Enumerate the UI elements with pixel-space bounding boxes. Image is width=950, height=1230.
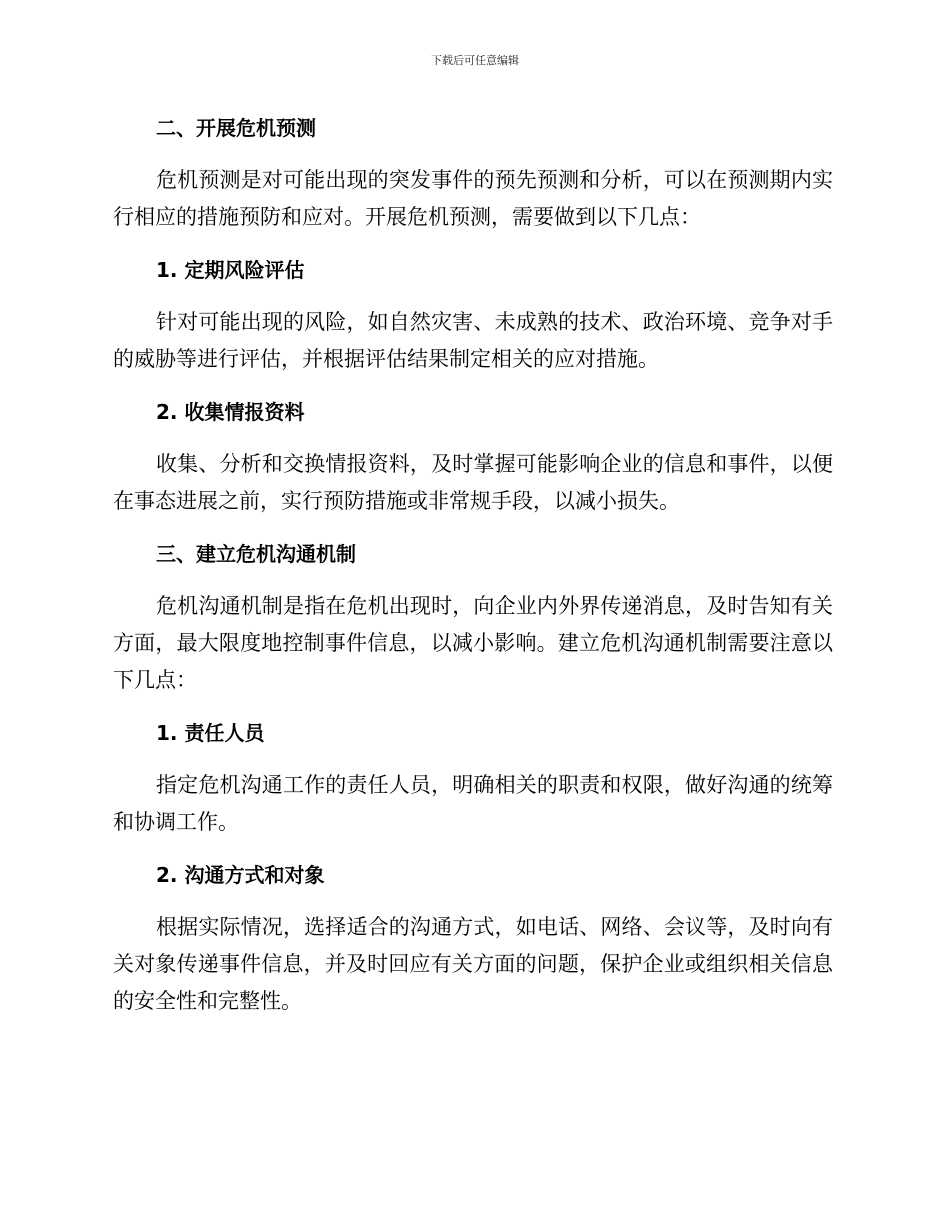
paragraph-communication-method: 根据实际情况，选择适合的沟通方式，如电话、网络、会议等，及时向有关对象传递事件信息，并及时回应有关方面的问题，保护企业或组织相关信息的安全性和完整性。 [113, 915, 833, 1013]
paragraph-risk-assessment: 针对可能出现的风险，如自然灾害、未成熟的技术、政治环境、竞争对手的威胁等进行评估，并根据评估结果制定相关的应对措施。 [113, 310, 833, 371]
document-body [113, 110, 833, 1020]
paragraph-communication-mechanism: 危机沟通机制是指在危机出现时，向企业内外界传递消息，及时告知有关方面，最大限度地控制事件信息，以减小影响。建立危机沟通机制需要注意以下几点： [113, 594, 833, 692]
paragraph-crisis-prediction: 危机预测是对可能出现的突发事件的预先预测和分析，可以在预测期内实行相应的措施预防和应对。开展危机预测，需要做到以下几点： [113, 168, 833, 229]
section-heading-communication-mechanism: 三、建立危机沟通机制 [156, 542, 356, 566]
subheading-risk-assessment: 1. 定期风险评估 [156, 258, 305, 282]
subheading-collect-intelligence: 2. 收集情报资料 [156, 400, 305, 424]
subheading-responsible-personnel: 1. 责任人员 [156, 721, 265, 745]
paragraph-collect-intelligence: 收集、分析和交换情报资料，及时掌握可能影响企业的信息和事件，以便在事态进展之前，实行预防措施或非常规手段，以减小损失。 [113, 452, 833, 513]
paragraph-responsible-personnel: 指定危机沟通工作的责任人员，明确相关的职责和权限，做好沟通的统筹和协调工作。 [113, 773, 833, 834]
subheading-communication-method: 2. 沟通方式和对象 [156, 863, 325, 887]
section-heading-crisis-prediction: 二、开展危机预测 [156, 116, 316, 140]
page-header: 下载后可任意编辑 [431, 54, 519, 67]
